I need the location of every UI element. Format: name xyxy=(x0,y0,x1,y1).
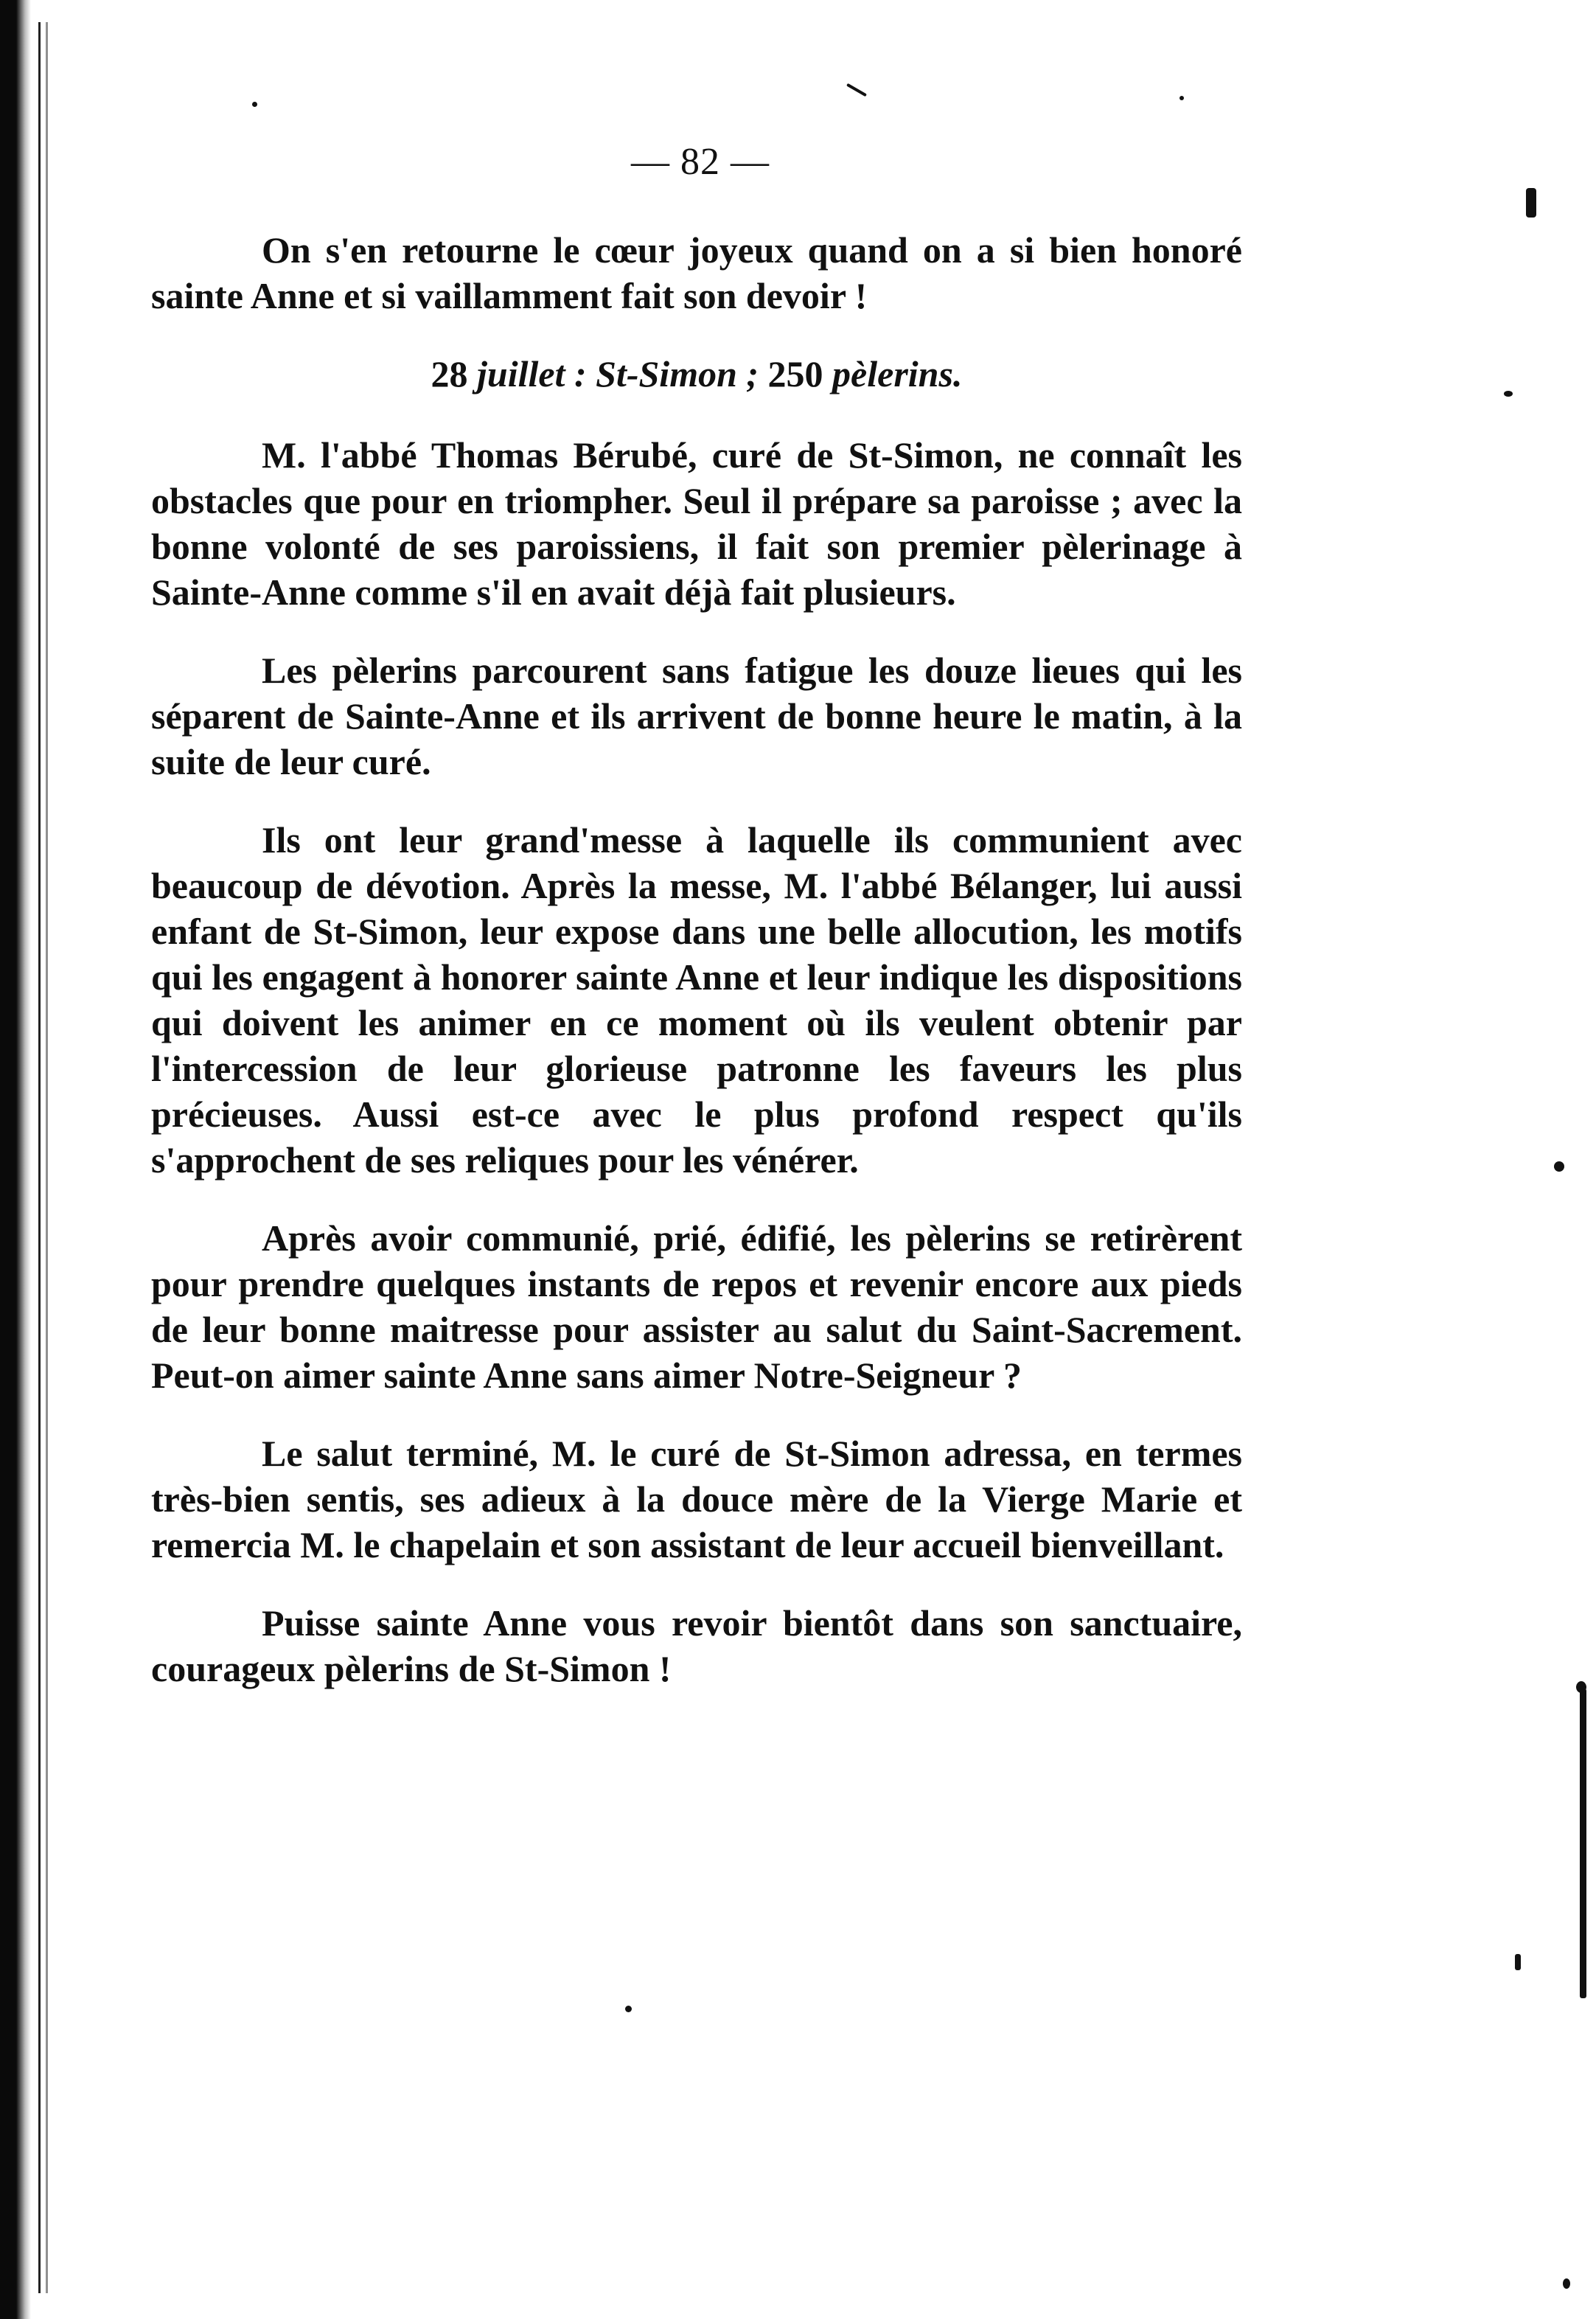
scan-speck xyxy=(1563,2278,1570,2289)
binding-rule xyxy=(46,22,48,2293)
scan-speck xyxy=(1515,1954,1521,1970)
paragraph-6: Le salut terminé, M. le curé de St-Simon adressa, en termes très-bien sentis, ses adieux à la douce mère de la Vierge Marie et remercia M. le chapelain et son assistant de leur accueil bienveillant. xyxy=(151,1433,1242,1565)
scan-speck xyxy=(1504,391,1513,397)
section-heading xyxy=(151,351,1242,397)
scan-speck xyxy=(1554,1161,1564,1172)
heading-count: 250 xyxy=(767,353,823,394)
paragraph-3: Les pèlerins parcourent sans fatigue les douze lieues qui les séparent de Sainte-Anne et ils arrivent de bonne heure le matin, à la suite de leur curé. xyxy=(151,650,1242,782)
heading-parish: juillet : St-Simon ; xyxy=(477,353,759,394)
binding-rule xyxy=(38,22,41,2293)
paragraph-5: Après avoir communié, prié, édifié, les pèlerins se retirèrent pour prendre quelques instants de repos et revenir encore aux pieds de leur bonne maitresse pour assister au salut du Saint-Sacrement. Peut-on aimer sainte Anne sans aimer Notre-Seigneur ? xyxy=(151,1217,1242,1396)
scan-speck xyxy=(846,83,867,97)
page-number: — 82 — xyxy=(631,141,770,183)
scan-speck xyxy=(1179,96,1184,100)
scan-edge-shadow xyxy=(1580,1689,1586,1998)
scan-speck xyxy=(252,102,257,107)
book-binding-edge xyxy=(0,0,31,2319)
paragraph-2: M. l'abbé Thomas Bérubé, curé de St-Simon, ne connaît les obstacles que pour en triompher. Seul il prépare sa paroisse ; avec la bonne volonté de ses paroissiens, il fait son premier pèlerinage à Sainte-Anne comme s'il en avait déjà fait plusieurs. xyxy=(151,434,1242,613)
paragraph-1: On s'en retourne le cœur joyeux quand on a si bien honoré sainte Anne et si vaillamment fait son devoir ! xyxy=(151,229,1242,316)
paragraph-4: Ils ont leur grand'messe à laquelle ils communient avec beaucoup de dévotion. Après la messe, M. l'abbé Bélanger, lui aussi enfant de St-Simon, leur expose dans une belle allocution, les motifs qui les engagent à honorer sainte Anne et leur indique les dispositions qui doivent les animer en ce moment où ils veulent obtenir par l'intercession de leur glorieuse patronne les faveurs les plus précieuses. Aussi est-ce avec le plus profond respect qu'ils s'approchent de ses reliques pour les vénérer. xyxy=(151,819,1242,1181)
scan-speck xyxy=(1526,188,1536,218)
scan-speck xyxy=(625,2006,632,2012)
heading-date: 28 xyxy=(431,353,468,394)
book-page xyxy=(151,140,1242,1724)
paragraph-7: Puisse sainte Anne vous revoir bientôt dans son sanctuaire, courageux pèlerins de St-Simon ! xyxy=(151,1602,1242,1689)
heading-pilgrims: pèlerins. xyxy=(832,353,963,394)
